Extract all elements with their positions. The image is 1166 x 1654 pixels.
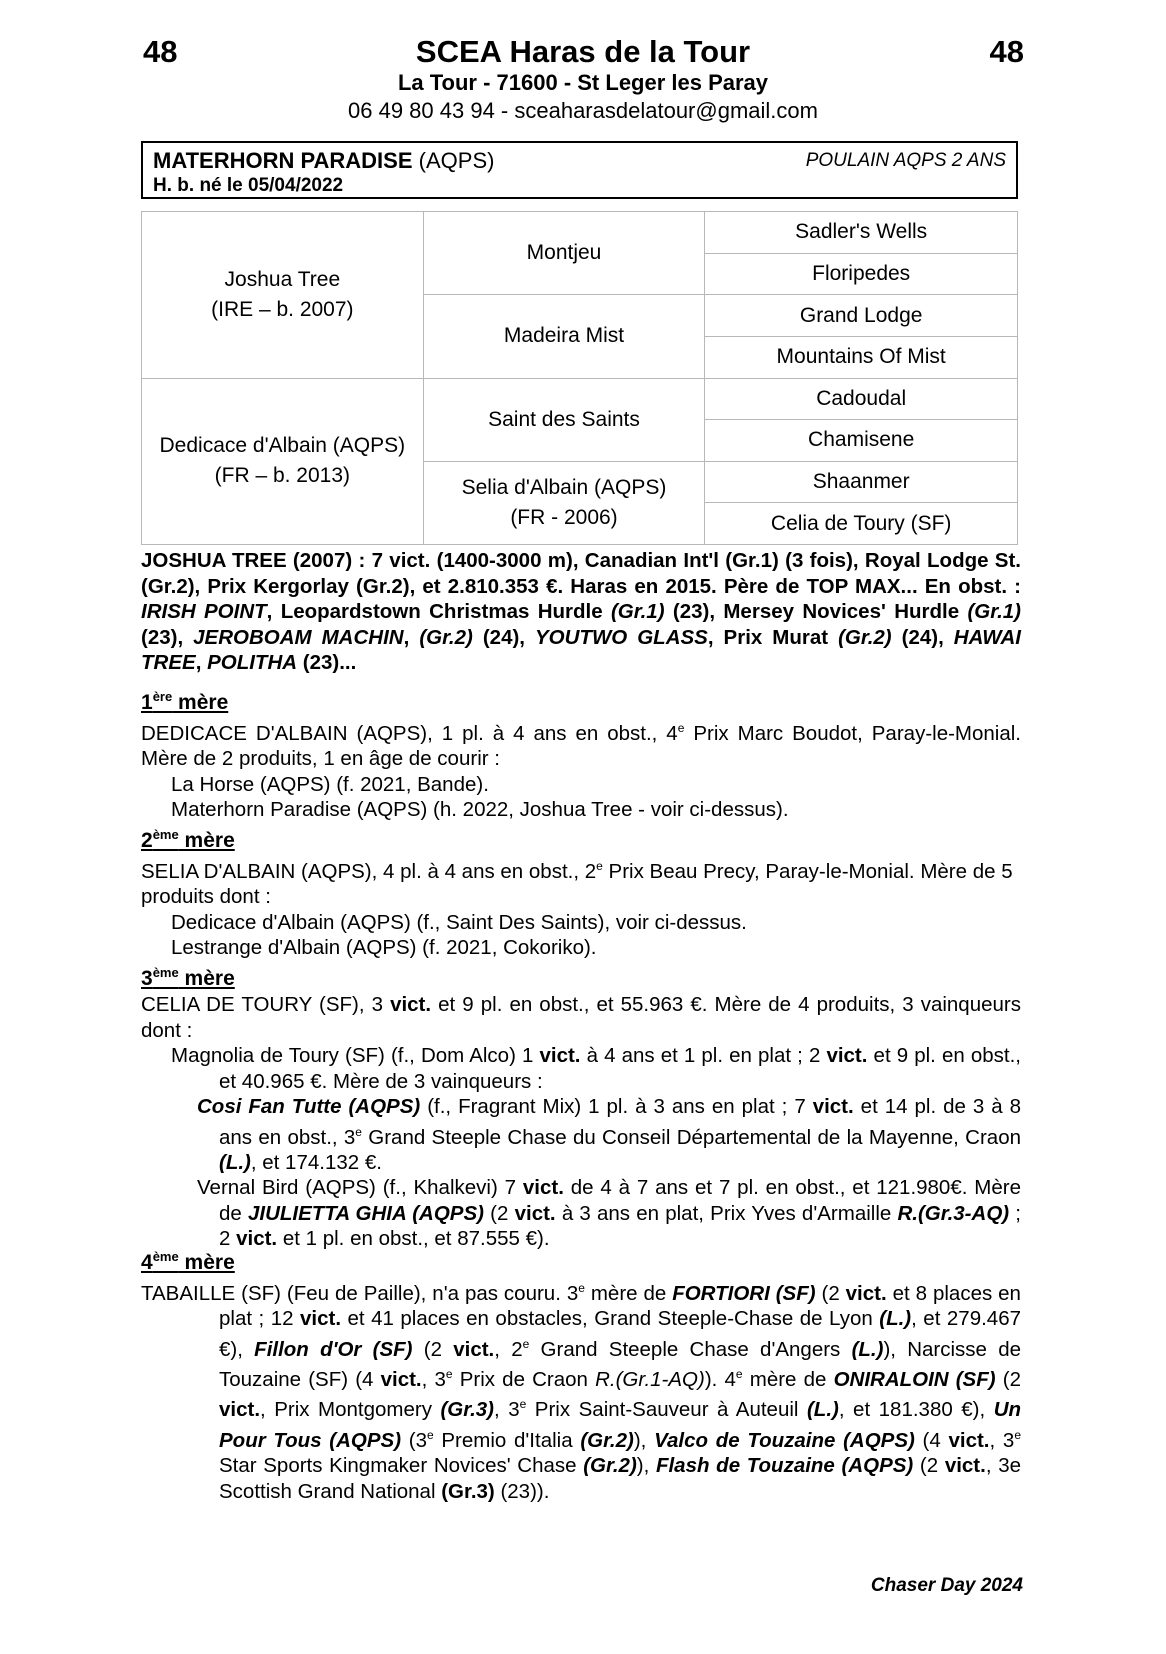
first-dam-section	[141, 684, 1021, 823]
breeder-address: La Tour - 71600 - St Leger les Paray	[397, 70, 769, 95]
horse-name: MATERHORN PARADISE	[153, 148, 413, 173]
produce-vernal: Vernal Bird (AQPS) (f., Khalkevi) 7 vict. de 4 à 7 ans et 7 pl. en obst., et 121.980€. Mère de JIULIETTA GHIA (AQPS) (2 vict. à 3 ans en plat, Prix Yves d'Armaille R.(Gr.3-AQ) ; 2 vict. et 1 pl. en obst., et 87.555 €).	[197, 1176, 1021, 1251]
pedigree-dam-dam: Selia d'Albain (AQPS) (FR - 2006)	[423, 461, 705, 544]
produce-line: Lestrange d'Albain (AQPS) (f. 2021, Cokoriko).	[171, 936, 597, 960]
horse-name-line	[153, 148, 494, 174]
section-heading: 4ème mère	[141, 1249, 235, 1274]
third-dam-section	[141, 960, 1021, 1252]
breeder-name: SCEA Haras de la Tour	[415, 34, 751, 69]
fourth-dam-section	[141, 1244, 1021, 1504]
second-dam-section	[141, 822, 1021, 961]
produce-line: Materhorn Paradise (AQPS) (h. 2022, Joshua Tree - voir ci-dessus).	[171, 798, 789, 822]
pedigree-table	[141, 211, 1018, 545]
produce-line: La Horse (AQPS) (f. 2021, Bande).	[171, 772, 489, 796]
horse-birth: H. b. né le 05/04/2022	[153, 175, 344, 196]
horse-breed: (AQPS)	[418, 148, 495, 173]
pedigree-ddd: Celia de Toury (SF)	[705, 503, 1018, 545]
pedigree-sdd: Mountains Of Mist	[705, 336, 1018, 378]
pedigree-sire-sire: Montjeu	[423, 212, 705, 295]
pedigree-sire-dam: Madeira Mist	[423, 295, 705, 378]
first-dam-text: DEDICACE D'ALBAIN (AQPS), 1 pl. à 4 ans en obst., 4e Prix Marc Boudot, Paray-le-Monial. Mère de 2 produits, 1 en âge de courir :	[141, 721, 1022, 771]
section-heading: 3ème mère	[141, 965, 235, 990]
produce-magnolia: Magnolia de Toury (SF) (f., Dom Alco) 1 vict. à 4 ans et 1 pl. en plat ; 2 vict. et 9 pl. en obst., et 40.965 €. Mère de 3 vainqueurs :	[171, 1044, 1021, 1093]
pedigree-dam: Dedicace d'Albain (AQPS) (FR – b. 2013)	[142, 378, 424, 545]
produce-line: Dedicace d'Albain (AQPS) (f., Saint Des Saints), voir ci-dessus.	[171, 910, 747, 934]
third-dam-text: CELIA DE TOURY (SF), 3 vict. et 9 pl. en obst., et 55.963 €. Mère de 4 produits, 3 vainqueurs dont :	[141, 993, 1021, 1042]
section-heading: 1ère mère	[141, 689, 229, 714]
fourth-dam-text: TABAILLE (SF) (Feu de Paille), n'a pas couru. 3e mère de FORTIORI (SF) (2 vict. et 8 places en plat ; 12 vict. et 41 places en obstacles, Grand Steeple-Chase de Lyon (L.), et 279.467 €), Fillon d'Or (SF) (2 vict., 2e Grand Steeple Chase d'Angers (L.)), Narcisse de Touzaine (SF) (4 vict., 3e Prix de Craon R.(Gr.1-AQ)). 4e mère de ONIRALOIN (SF) (2 vict., Prix Montgomery (Gr.3), 3e Prix Saint-Sauveur à Auteuil (L.), et 181.380 €), Un Pour Tous (AQPS) (3e Premio d'Italia (Gr.2)), Valco de Touzaine (AQPS) (4 vict., 3e Star Sports Kingmaker Novices' Chase (Gr.2)), Flash de Touzaine (AQPS) (2 vict., 3e Scottish Grand National (Gr.3) (23)).	[141, 1281, 1022, 1503]
horse-id-box	[141, 141, 1018, 199]
breeder-contact: 06 49 80 43 94 - sceaharasdelatour@gmail.com	[348, 98, 818, 123]
sire-paragraph: JOSHUA TREE (2007) : 7 vict. (1400-3000 m), Canadian Int'l (Gr.1) (3 fois), Royal Lodge St. (Gr.2), Prix Kergorlay (Gr.2), et 2.810.353 €. Haras en 2015. Père de TOP MAX... En obst. : IRISH POINT, Leopardstown Christmas Hurdle (Gr.1) (23), Mersey Novices' Hurdle (Gr.1) (23), JEROBOAM MACHIN, (Gr.2) (24), YOUTWO GLASS, Prix Murat (Gr.2) (24), HAWAI TREE, POLITHA (23)...	[141, 549, 1022, 674]
produce-cosi: Cosi Fan Tutte (AQPS) (f., Fragrant Mix) 1 pl. à 3 ans en plat ; 7 vict. et 14 pl. de 3 à 8 ans en obst., 3e Grand Steeple Chase du Conseil Départemental de la Mayenne, Craon (L.), et 174.132 €.	[197, 1095, 1021, 1174]
pedigree-dam-sire: Saint des Saints	[423, 378, 705, 461]
catalogue-footer: Chaser Day 2024	[870, 1575, 1023, 1596]
horse-category: POULAIN AQPS 2 ANS	[805, 150, 1006, 171]
section-heading: 2ème mère	[141, 827, 235, 852]
pedigree-sss: Sadler's Wells	[705, 212, 1018, 254]
pedigree-ssd: Floripedes	[705, 253, 1018, 295]
pedigree-sds: Grand Lodge	[705, 295, 1018, 337]
pedigree-sire: Joshua Tree (IRE – b. 2007)	[142, 212, 424, 379]
pedigree-dds: Shaanmer	[705, 461, 1018, 503]
pedigree-dsd: Chamisene	[705, 420, 1018, 462]
pedigree-dss: Cadoudal	[705, 378, 1018, 420]
lot-number-left: 48	[143, 34, 178, 69]
lot-number-right: 48	[989, 34, 1024, 69]
second-dam-text: SELIA D'ALBAIN (AQPS), 4 pl. à 4 ans en obst., 2e Prix Beau Precy, Paray-le-Monial. Mère de 5 produits dont :	[141, 859, 1013, 909]
